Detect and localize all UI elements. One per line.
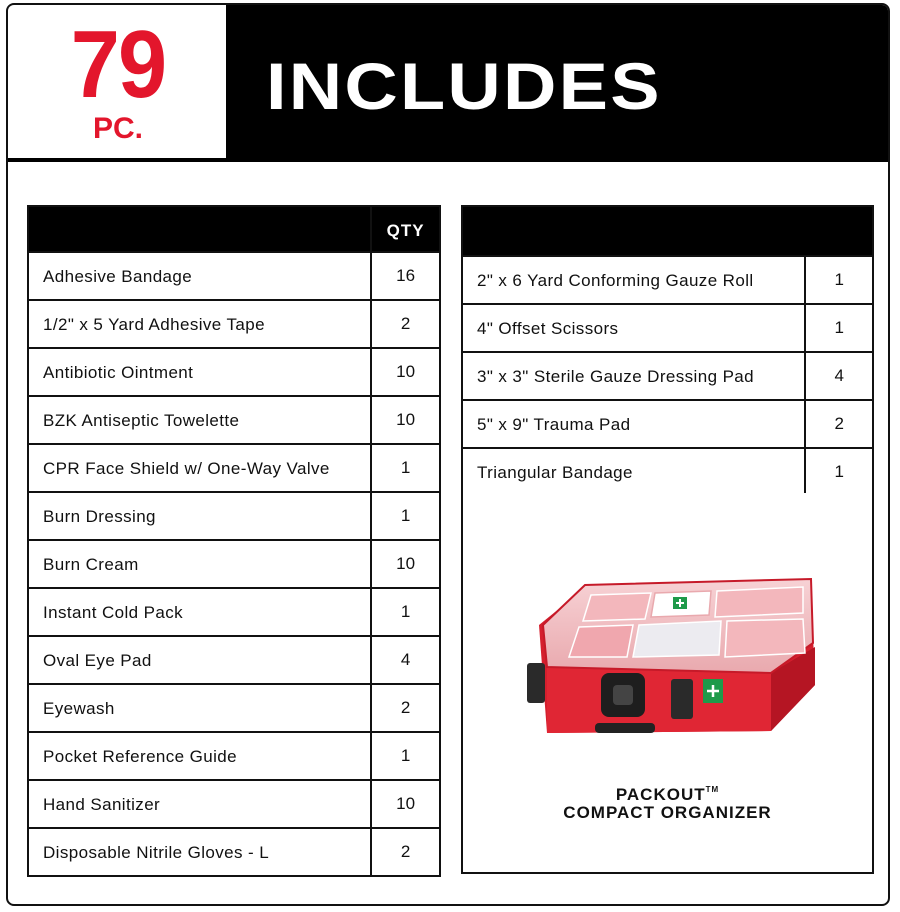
header-bar (8, 5, 888, 162)
table-row (28, 348, 440, 396)
table-row (28, 492, 440, 540)
table-row (462, 256, 873, 304)
item-qty: 10 (371, 540, 440, 588)
item-name: 1/2" x 5 Yard Adhesive Tape (28, 300, 371, 348)
item-name: Eyewash (28, 684, 371, 732)
table-row (28, 252, 440, 300)
table-row (28, 780, 440, 828)
includes-title: INCLUDES (266, 49, 662, 123)
packout-organizer-image (521, 555, 817, 745)
item-qty: 2 (805, 400, 873, 448)
item-name: Oval Eye Pad (28, 636, 371, 684)
item-name: Antibiotic Ointment (28, 348, 371, 396)
item-qty: 1 (805, 448, 873, 496)
right-table-header (462, 206, 873, 256)
table-row (28, 828, 440, 876)
item-name: 3" x 3" Sterile Gauze Dressing Pad (462, 352, 805, 400)
piece-count: 79 (70, 11, 166, 118)
table-row (462, 400, 873, 448)
item-qty: 1 (371, 732, 440, 780)
table-row (462, 352, 873, 400)
compartment (715, 587, 803, 617)
item-name: Burn Cream (28, 540, 371, 588)
grip-handle (595, 723, 655, 733)
compartment (583, 593, 651, 621)
qty-column-header: QTY (371, 206, 440, 252)
piece-count-unit: PC. (92, 112, 143, 145)
item-name: CPR Face Shield w/ One-Way Valve (28, 444, 371, 492)
product-name-line1: PACKOUT™ (615, 785, 720, 804)
item-qty: 2 (371, 828, 440, 876)
item-column-header (28, 206, 371, 252)
table-row (28, 540, 440, 588)
table-row (28, 300, 440, 348)
item-qty: 4 (805, 352, 873, 400)
piece-count-box (8, 5, 228, 160)
item-qty: 1 (805, 304, 873, 352)
table-header-row (28, 206, 440, 252)
product-panel (461, 493, 874, 874)
spec-card (6, 3, 890, 906)
compartment (633, 621, 721, 657)
contents-table-right (461, 205, 874, 497)
item-name: Disposable Nitrile Gloves - L (28, 828, 371, 876)
table-header-row (462, 206, 873, 256)
organizer-front-face (547, 667, 771, 733)
compartment (725, 619, 805, 657)
item-name: Burn Dressing (28, 492, 371, 540)
table-row (28, 684, 440, 732)
table-row (28, 444, 440, 492)
item-qty: 1 (371, 588, 440, 636)
contents-table-left (27, 205, 441, 877)
item-name: Instant Cold Pack (28, 588, 371, 636)
item-name: Pocket Reference Guide (28, 732, 371, 780)
trademark-symbol: TM (705, 785, 720, 794)
table-row (462, 304, 873, 352)
item-qty: 1 (805, 256, 873, 304)
item-qty: 10 (371, 780, 440, 828)
item-name: Triangular Bandage (462, 448, 805, 496)
item-qty: 4 (371, 636, 440, 684)
item-qty: 1 (371, 492, 440, 540)
item-name: Hand Sanitizer (28, 780, 371, 828)
item-qty: 10 (371, 396, 440, 444)
item-qty: 10 (371, 348, 440, 396)
item-name: 4" Offset Scissors (462, 304, 805, 352)
table-row (462, 448, 873, 496)
table-row (28, 732, 440, 780)
table-row (28, 588, 440, 636)
item-qty: 2 (371, 300, 440, 348)
item-name: Adhesive Bandage (28, 252, 371, 300)
product-name-line2: COMPACT ORGANIZER (563, 803, 772, 822)
item-name: BZK Antiseptic Towelette (28, 396, 371, 444)
table-row (28, 636, 440, 684)
left-latch (527, 663, 545, 703)
item-qty: 2 (371, 684, 440, 732)
right-latch (671, 679, 693, 719)
item-qty: 16 (371, 252, 440, 300)
compartment (569, 625, 633, 657)
item-name: 2" x 6 Yard Conforming Gauze Roll (462, 256, 805, 304)
item-qty: 1 (371, 444, 440, 492)
table-row (28, 396, 440, 444)
item-name: 5" x 9" Trauma Pad (462, 400, 805, 448)
